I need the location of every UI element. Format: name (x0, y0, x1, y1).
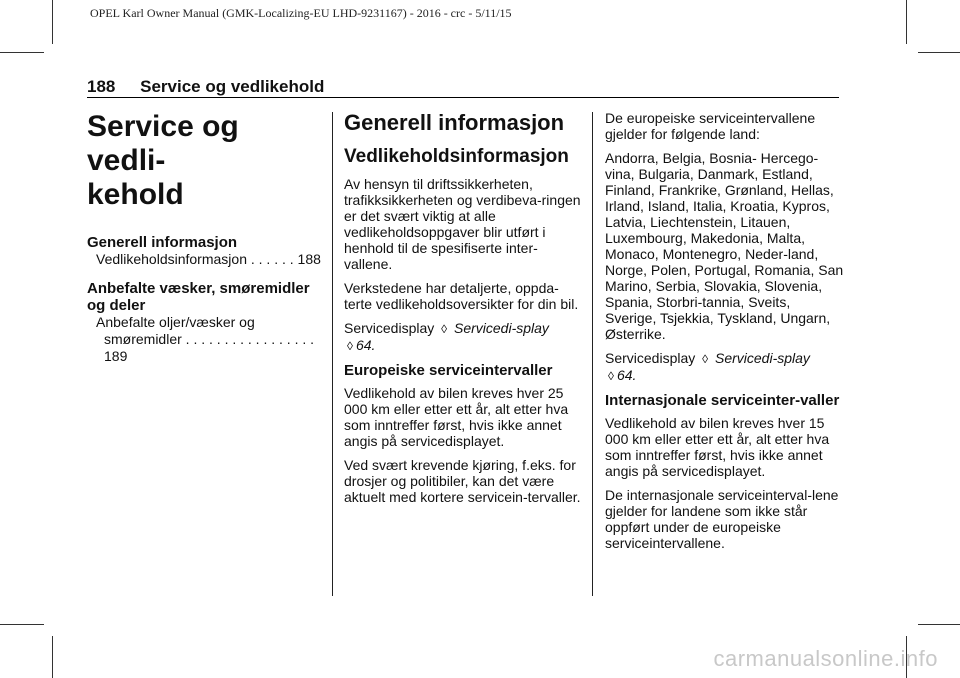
running-head (87, 77, 324, 97)
toc-entry-line: Anbefalte oljer/væsker og (96, 314, 255, 330)
crop-mark (906, 0, 907, 44)
subsection-heading: Europeiske serviceintervaller (344, 362, 553, 379)
crop-mark (52, 0, 53, 44)
country-list-paragraph: Andorra, Belgia, Bosnia- Hercego-vina, Bulgaria, Danmark, Estland, Finland, Frankrike, Grønland, Hellas, Irland, Island, Italia, Kroatia, Kypros, Latvia, Liechtenstein, Litauen, Luxembourg, Makedonia, Malta, Monaco, Montenegro, Neder-land, Norge, Polen, Portugal, Romania, San Marino, Serbia, Slovakia, Slovenia, Spania, Storbri-tannia, Sveits, Sverige, Tsjekkia, Tyskland, Ungarn, Østerrike. (605, 150, 844, 342)
watermark: carmanualsonline.info (713, 646, 938, 671)
body-paragraph: Verkstedene har detaljerte, oppda-terte vedlikeholdsoversikter for din bil. (344, 280, 579, 312)
document-meta-header: OPEL Karl Owner Manual (GMK-Localizing-EU LHD-9231167) - 2016 - crc - 5/11/15 (90, 6, 512, 20)
page-number: 188 (87, 77, 116, 96)
chapter-title-line: kehold (87, 178, 184, 211)
reference-target: Servicedi-splay (453, 320, 549, 336)
reference-arrow-icon: ◊ (441, 322, 448, 336)
content-column-2 (344, 110, 584, 513)
chapter-title-line: Service og vedli- (87, 110, 239, 177)
body-paragraph: Vedlikehold av bilen kreves hver 25 000 km eller etter ett år, alt etter hva som inntreffer først, hvis ikke annet angis på servicedisplayet. (344, 385, 569, 449)
reference-arrow-icon: ◊ (347, 339, 353, 353)
chapter-title (87, 110, 323, 212)
crop-mark (918, 624, 960, 625)
header-rule (87, 97, 839, 98)
reference-page: 64. (616, 367, 637, 383)
crop-mark (918, 52, 960, 53)
body-paragraph: De internasjonale serviceinterval-lene gjelder for landene som ikke står oppført under de europeiske serviceintervallene. (605, 487, 839, 551)
crop-mark (52, 636, 53, 678)
subsection-heading: Internasjonale serviceinter-valler (605, 392, 840, 409)
toc-entry-line: smøremidler . . . . . . . . . . . . . . . . . 189 (104, 331, 315, 364)
toc-section-heading[interactable]: Anbefalte væsker, smøremidler og deler (87, 280, 310, 314)
reference-arrow-icon: ◊ (608, 369, 614, 383)
column-divider (332, 112, 333, 596)
reference-arrow-icon: ◊ (702, 352, 709, 366)
content-column-3 (605, 110, 845, 559)
reference-label: Servicedisplay (605, 350, 696, 366)
toc-entry[interactable] (87, 314, 323, 365)
cross-reference[interactable] (344, 320, 584, 354)
body-paragraph: Vedlikehold av bilen kreves hver 15 000 km eller etter ett år, alt etter hva som inntreffer først, hvis ikke annet angis på servicedisplayet. (605, 415, 830, 479)
column-divider (592, 112, 593, 596)
running-head-title: Service og vedlikehold (140, 77, 325, 96)
toc-section-heading[interactable]: Generell informasjon (87, 234, 238, 251)
body-paragraph: Av hensyn til driftssikkerheten, trafikksikkerheten og verdibeva-ringen er det svært viktig at alle vedlikeholdsoppgaver blir utført i henhold til de spesifiserte inter-vallene. (344, 176, 581, 272)
subsection-title: Vedlikeholdsinformasjon (344, 146, 569, 167)
cross-reference[interactable] (605, 350, 845, 384)
reference-page: 64. (355, 337, 376, 353)
chapter-toc-column (87, 110, 323, 365)
body-paragraph: Ved svært krevende kjøring, f.eks. for drosjer og politibiler, kan det være aktuelt med kortere servicein-tervaller. (344, 457, 581, 505)
reference-label: Servicedisplay (344, 320, 435, 336)
reference-target: Servicedi-splay (714, 350, 810, 366)
crop-mark (0, 624, 44, 625)
section-title: Generell informasjon (344, 110, 565, 135)
crop-mark (0, 52, 44, 53)
toc-entry[interactable]: Vedlikeholdsinformasjon . . . . . . 188 (96, 251, 321, 267)
body-paragraph: De europeiske serviceintervallene gjelder for følgende land: (605, 110, 816, 142)
